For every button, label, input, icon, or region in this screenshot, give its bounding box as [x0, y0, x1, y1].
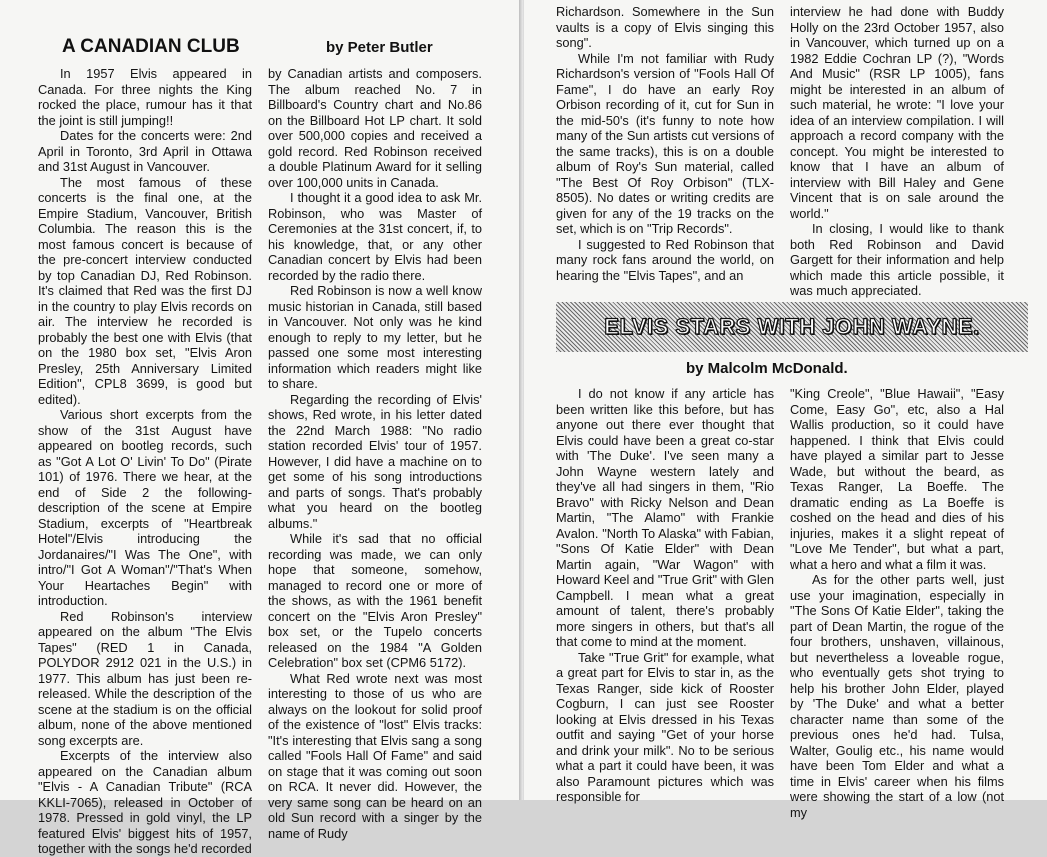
paragraph: While it's sad that no official recording was made, we can only hope that someone, somehow, managed to record one or more of the shows, as with the 1961 benefit concert on the "Elvis Aron Presley" box set, or the Tupelo concerts released on the 1984 "A Golden Celebration" box set (CPM6 5172). [268, 531, 482, 670]
paragraph: Take "True Grit" for example, what a great part for Elvis to star in, as the Texas Ranger, side kick of Rooster Cogburn, I can just see Rooster looking at Elvis dressed in his Texas outfit and saying "Get of your horse and drink your milk". No to be serious what a part it could have been, it was also Paramount pictures which was responsible for [556, 649, 774, 804]
paragraph: Various short excerpts from the show of the 31st August have appeared on bootleg records, such as "Got A Lot O' Livin' To Do" (Pirate 101) of 1976. There we hear, at the end of Side 2 the following-description of the scene at Empire Stadium, excerpts of "Heartbreak Hotel"/Elvis introducing the Jordanaires/"I Was The One", with intro/"I Got A Woman"/"That's When Your Heartaches Begin" with introduction. [38, 407, 252, 608]
paragraph: As for the other parts well, just use your imagination, especially in "The Sons Of Katie Elder", taking the part of Dean Martin, the rogue of the four brothers, unshaven, villainous, but nevertheless a loveable rogue, who eventually gets shot trying to help his brother John Elder, played by 'The Duke' and what a better character name than some of the previous ones he'd had. Tulsa, Walter, Goulig etc., his name would have been Tom Elder and what a time in Elvis' career when his films were showing the start of a low (not my [790, 572, 1004, 820]
article-byline: by Peter Butler [326, 39, 433, 56]
article-banner [556, 302, 1028, 352]
paragraph: by Canadian artists and composers. The album reached No. 7 in Billboard's Country chart and No.86 on the Billboard Hot LP chart. It sold over 500,000 copies and received a gold record. Red Robinson received a double Platinum Award for it selling over 100,000 units in Canada. [268, 66, 482, 190]
left-page [0, 0, 520, 856]
paragraph: Excerpts of the interview also appeared on the Canadian album "Elvis - A Canadian Tribute" (RCA KKLI-7065), released in October of 1978. Pressed in gold vinyl, the LP featured Elvis' biggest hits of 1957, together with the songs he'd recorded [38, 748, 252, 856]
paragraph: I thought it a good idea to ask Mr. Robinson, who was Master of Ceremonies at the 31st concert, if, to his knowledge, that, or any other Canadian concert by Elvis had been recorded by the radio there. [268, 190, 482, 283]
paragraph: In closing, I would like to thank both Red Robinson and David Gargett for their information and help which made this article possible, it was much appreciated. [790, 221, 1004, 298]
article-column-3 [556, 4, 774, 283]
paragraph: Dates for the concerts were: 2nd April in Toronto, 3rd April in Ottawa and 31st August in Vancouver. [38, 128, 252, 174]
right-page [524, 0, 1047, 820]
article-column-5 [556, 386, 774, 805]
article-column-4 [790, 4, 1004, 299]
article-byline: by Malcolm McDonald. [686, 360, 848, 377]
paragraph: I suggested to Red Robinson that many rock fans around the world, on hearing the "Elvis Tapes", and an [556, 236, 774, 283]
paragraph: interview he had done with Buddy Holly on the 23rd October 1957, also in Vancouver, which turned up on a 1982 Eddie Cochran LP (?), "Words And Music" (RSR LP 1005), fans might be interested in an album of such material, he wrote: "I love your idea of an interview compilation. I will approach a record company with the concept. You might be interested to know that I have an album of interview with Bill Haley and Gene Vincent that is on sale around the world." [790, 4, 1004, 221]
paragraph: What Red wrote next was most interesting to those of us who are always on the lookout for solid proof of the existence of "lost" Elvis tracks: "It's interesting that Elvis sang a song called "Fools Hall Of Fame" and said on stage that it was coming out soon on RCA. It never did. However, the very same song can be heard on an old Sun record with a singer by the name of Rudy [268, 670, 482, 841]
article-column-1 [38, 66, 252, 857]
paragraph: In 1957 Elvis appeared in Canada. For three nights the King rocked the place, rumour has it that the joint is still jumping!! [38, 66, 252, 128]
paragraph: Red Robinson's interview appeared on the album "The Elvis Tapes" (RED 1 in Canada, POLYDOR 2912 021 in the U.S.) in 1977. This album has just been re-released. While the description of the scene at the stadium is on the official album, none of the above mentioned song excerpts are. [38, 608, 252, 748]
paragraph: While I'm not familiar with Rudy Richardson's version of "Fools Hall Of Fame", I do have an early Roy Orbison recording of it, cut for Sun in the mid-50's (it's funny to note how many of the Sun artists cut versions of the same tracks), this is on a double album of Roy's Sun material, called "The Best Of Roy Orbison" (TLX-8505). No dates or writing credits are given for any of the 19 tracks on the set, which is on "Trip Records". [556, 50, 774, 236]
banner-title: ELVIS STARS WITH JOHN WAYNE. [604, 314, 980, 339]
article-column-2 [268, 66, 482, 841]
article-title: A CANADIAN CLUB [62, 36, 240, 57]
paragraph: "King Creole", "Blue Hawaii", "Easy Come, Easy Go", etc, also a Hal Wallis production, so it could have happened. I think that Elvis could have played a similar part to Jesse Wade, but without the beard, as Texas Ranger, La Boeffe. The dramatic ending as La Boeffe is coshed on the head and dies of his injuries, makes it a slight repeat of "Love Me Tender", but what a part, what a hero and what a film it was. [790, 386, 1004, 572]
paragraph: Regarding the recording of Elvis' shows, Red wrote, in his letter dated the 22nd March 1988: "No radio station recorded Elvis' tour of 1957. However, I did have a machine on to get some of his song introductions and parts of songs. That's probably what you heard on the bootleg albums." [268, 391, 482, 531]
paragraph: I do not know if any article has been written like this before, but has anyone out there ever thought that Elvis could have been a great co-star with 'The Duke'. I've seen many a John Wayne western lately and they've all had singers in them, "Rio Bravo" with Ricky Nelson and Dean Martin, "The Alamo" with Frankie Avalon. "North To Alaska" with Fabian, "Sons Of Katie Elder" with Dean Martin again, "War Wagon" with Howard Keel and "True Grit" with Glen Campbell. I mean what a great amount of talent, there's probably more singers in others, but that's all that come to mind at the moment. [556, 386, 774, 649]
paragraph: The most famous of these concerts is the final one, at the Empire Stadium, Vancouver, British Columbia. The reason this is the most famous concert is because of the pre-concert interview conducted by top Canadian DJ, Red Robinson. It's claimed that Red was the first DJ in the country to play Elvis records on air. The interview he recorded is probably the best one with Elvis (that on the 1980 box set, "Elvis Aron Presley, 25th Anniversary Limited Edition", CPL8 3699, is good but edited). [38, 174, 252, 407]
paragraph: Richardson. Somewhere in the Sun vaults is a copy of Elvis singing this song". [556, 4, 774, 50]
article-column-6 [790, 386, 1004, 820]
paragraph: Red Robinson is now a well know music historian in Canada, still based in Vancouver. Not only was he kind enough to reply to my letter, but he passed one some most interesting information which readers might like to share. [268, 283, 482, 391]
